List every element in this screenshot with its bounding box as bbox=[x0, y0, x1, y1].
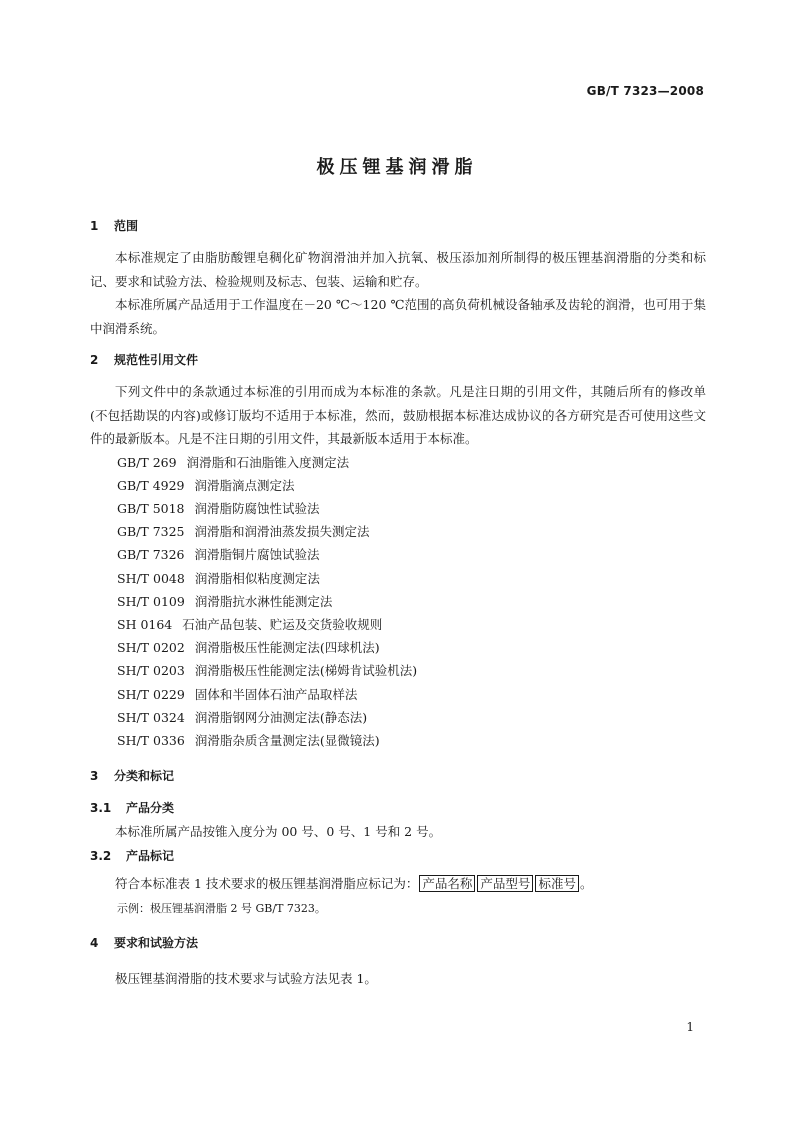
reference-item bbox=[90, 683, 706, 706]
scope-paragraph-2: 本标准所属产品适用于工作温度在－20 ℃～120 ℃范围的高负荷机械设备轴承及齿轮的润滑，也可用于集中润滑系统。 bbox=[90, 297, 706, 336]
marking-prefix: 符合本标准表 1 技术要求的极压锂基润滑脂应标记为： bbox=[115, 875, 419, 891]
section-number: 3 bbox=[90, 769, 99, 784]
marking-example: 示例：极压锂基润滑脂 2 号 GB/T 7323。 bbox=[117, 902, 326, 916]
reference-item bbox=[90, 543, 706, 566]
reference-title: 润滑脂钢网分油测定法(静态法) bbox=[194, 709, 368, 725]
reference-title: 润滑脂和石油脂锥入度测定法 bbox=[186, 454, 350, 470]
product-name-box: 产品名称 bbox=[419, 875, 475, 892]
reference-item bbox=[90, 659, 706, 682]
standard-number: GB/T 7323—2008 bbox=[586, 84, 704, 98]
reference-code: GB/T 5018 bbox=[117, 500, 185, 516]
section-number: 2 bbox=[90, 353, 99, 367]
references-intro-paragraph: 下列文件中的条款通过本标准的引用而成为本标准的条款。凡是注日期的引用文件，其随后所有的修改单(不包括勘误的内容)或修订版均不适用于本标准，然而，鼓励根据本标准达成协议的各方研究是否可使用这些文件的最新版本。凡是不注日期的引用文件，其最新版本适用于本标准。 bbox=[90, 384, 706, 446]
reference-title: 润滑脂抗水淋性能测定法 bbox=[194, 593, 333, 609]
normative-reference-list bbox=[90, 451, 706, 753]
reference-code: SH/T 0229 bbox=[117, 686, 185, 702]
requirements-paragraph: 极压锂基润滑脂的技术要求与试验方法见表 1。 bbox=[115, 971, 377, 987]
reference-title: 润滑脂滴点测定法 bbox=[194, 477, 295, 493]
reference-code: GB/T 7326 bbox=[117, 547, 185, 563]
reference-item bbox=[90, 613, 706, 636]
reference-item bbox=[90, 729, 706, 752]
section-title: 分类和标记 bbox=[114, 769, 175, 784]
reference-item bbox=[90, 590, 706, 613]
section-4-heading bbox=[90, 931, 706, 955]
section-3-2-heading bbox=[90, 844, 706, 868]
reference-title: 润滑脂防腐蚀性试验法 bbox=[194, 500, 320, 516]
reference-code: SH/T 0109 bbox=[117, 593, 185, 609]
page-number: 1 bbox=[686, 1020, 694, 1034]
reference-item bbox=[90, 706, 706, 729]
document-body bbox=[90, 214, 706, 991]
section-3-heading bbox=[90, 764, 706, 788]
reference-code: SH/T 0202 bbox=[117, 640, 185, 656]
reference-title: 润滑脂极压性能测定法(四球机法) bbox=[194, 640, 380, 656]
reference-code: GB/T 4929 bbox=[117, 477, 185, 493]
reference-title: 润滑脂相似粘度测定法 bbox=[194, 570, 320, 586]
section-number: 3.2 bbox=[90, 848, 112, 863]
product-model-box: 产品型号 bbox=[477, 875, 533, 892]
reference-item bbox=[90, 636, 706, 659]
section-1-heading bbox=[90, 214, 706, 238]
reference-item bbox=[90, 497, 706, 520]
section-title: 产品分类 bbox=[126, 801, 175, 816]
section-title: 要求和试验方法 bbox=[114, 936, 199, 951]
reference-title: 润滑脂铜片腐蚀试验法 bbox=[194, 547, 320, 563]
standard-number-box: 标准号 bbox=[535, 875, 579, 892]
reference-code: GB/T 269 bbox=[117, 454, 177, 470]
reference-code: SH/T 0048 bbox=[117, 570, 185, 586]
scope-paragraph-1: 本标准规定了由脂肪酸锂皂稠化矿物润滑油并加入抗氧、极压添加剂所制得的极压锂基润滑脂的分类和标记、要求和试验方法、检验规则及标志、包装、运输和贮存。 bbox=[90, 250, 706, 289]
reference-code: SH/T 0336 bbox=[117, 732, 185, 748]
marking-paragraph bbox=[90, 872, 706, 896]
reference-code: GB/T 7325 bbox=[117, 524, 185, 540]
reference-title: 润滑脂极压性能测定法(梯姆肯试验机法) bbox=[194, 663, 418, 679]
section-title: 范围 bbox=[114, 219, 139, 233]
reference-code: SH/T 0203 bbox=[117, 663, 185, 679]
marking-suffix: 。 bbox=[579, 875, 593, 891]
section-3-1-heading bbox=[90, 796, 706, 820]
section-title: 产品标记 bbox=[126, 848, 175, 863]
reference-title: 润滑脂杂质含量测定法(显微镜法) bbox=[194, 732, 380, 748]
reference-item bbox=[90, 451, 706, 474]
section-number: 4 bbox=[90, 936, 99, 951]
reference-title: 固体和半固体石油产品取样法 bbox=[194, 686, 358, 702]
section-number: 3.1 bbox=[90, 801, 112, 816]
reference-code: SH 0164 bbox=[117, 616, 173, 632]
section-2-heading bbox=[90, 348, 706, 372]
reference-title: 润滑脂和润滑油蒸发损失测定法 bbox=[194, 524, 370, 540]
reference-title: 石油产品包装、贮运及交货验收规则 bbox=[182, 616, 383, 632]
classification-paragraph: 本标准所属产品按锥入度分为 00 号、0 号、1 号和 2 号。 bbox=[115, 824, 442, 840]
reference-item bbox=[90, 567, 706, 590]
reference-item bbox=[90, 520, 706, 543]
reference-code: SH/T 0324 bbox=[117, 709, 185, 725]
reference-item bbox=[90, 474, 706, 497]
document-title: 极压锂基润滑脂 bbox=[316, 157, 478, 178]
section-number: 1 bbox=[90, 219, 99, 233]
section-title: 规范性引用文件 bbox=[114, 353, 199, 367]
